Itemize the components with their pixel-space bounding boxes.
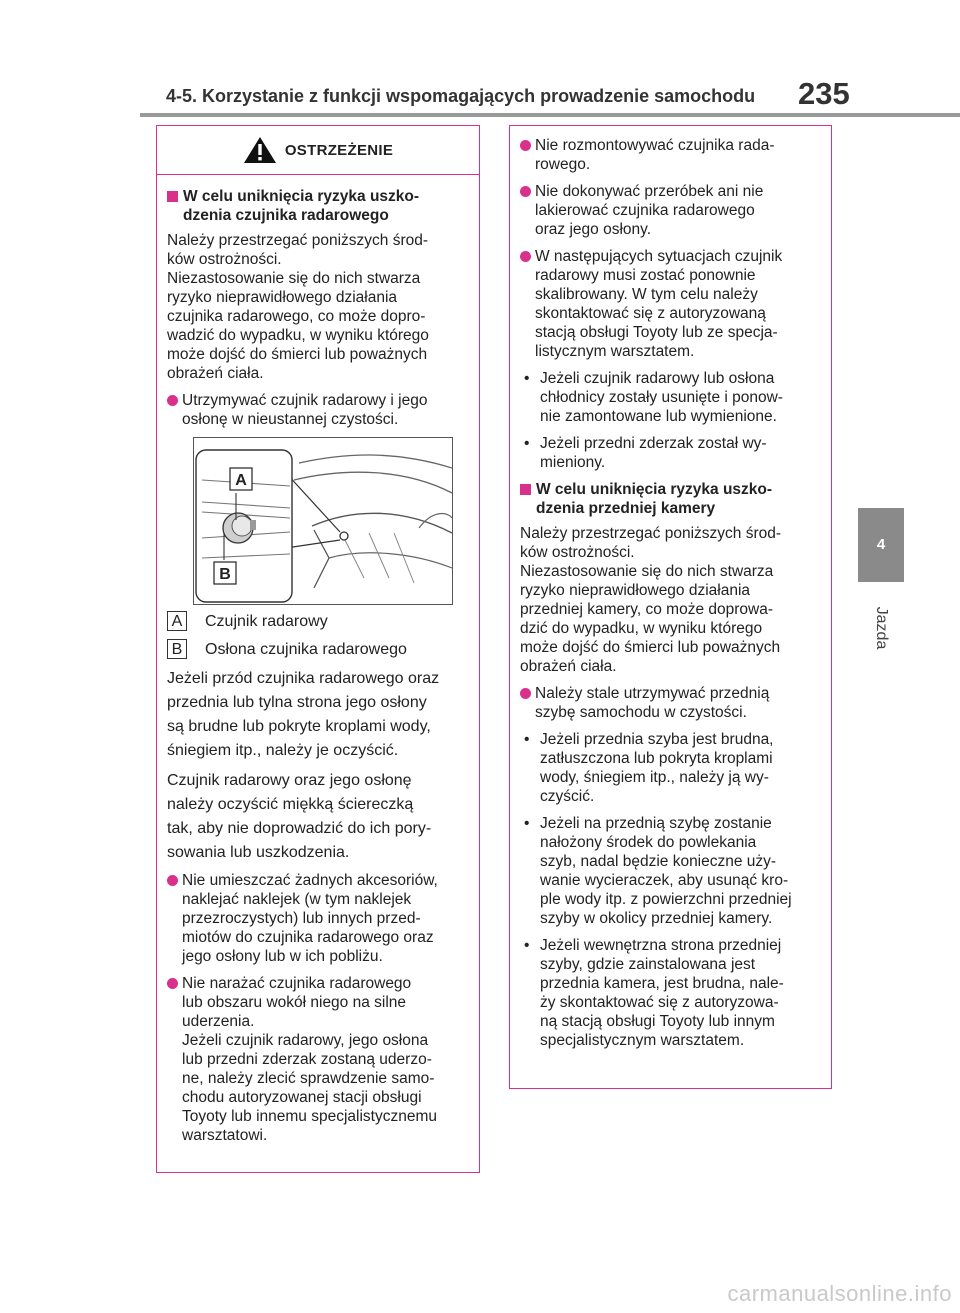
chapter-tab[interactable]: 4 xyxy=(858,508,904,582)
dash-inner-dirty-text: Jeżeli wewnętrzna strona przedniej szyby, gdzie zainstalowana jest przednia kamera, jest brudna, nale- ży skontaktować się z autoryzowa- ną stacją obsługi Toyoty lub innym specjalistycznym warsztatem. xyxy=(540,937,784,1049)
dash-bumper-replaced xyxy=(520,434,823,472)
figure-label-b: B xyxy=(219,566,231,583)
subheading-radar xyxy=(167,187,471,225)
legend-b xyxy=(167,639,471,659)
round-bullet-icon xyxy=(167,875,178,886)
dash-coating-text: Jeżeli na przednią szybę zostanie nałożony środek do powlekania szyb, nadal będzie konieczne uży- wanie wycieraczek, aby usunąć kro- ple wody itp. z powierzchni przedniej szyby w okolicy przedniej kamery. xyxy=(540,815,792,927)
bullet-no-disassembly xyxy=(520,136,823,174)
dash-coating xyxy=(520,814,823,928)
bullet-no-disassembly-text: Nie rozmontowywać czujnika rada- rowego. xyxy=(535,137,775,173)
para-clean-cloth: Czujnik radarowy oraz jego osłonę należy oczyścić miękką ściereczką tak, aby nie doprowadzić do ich pory- sowania lub uszkodzenia. xyxy=(167,772,432,861)
bullet-no-impact-text: Nie narażać czujnika radarowego lub obszaru wokół niego na silne uderzenia. Jeżeli czujnik radarowy, jego osłona lub przedni zderzak zostaną uderzo- ne, należy zlecić sprawdzenie samo- chodu autoryzowanej stacji obsługi Toyoty lub innemu specjalistycznemu warsztatowi. xyxy=(182,975,438,1144)
dash-grille-removed xyxy=(520,369,823,426)
warning-title: OSTRZEŻENIE xyxy=(284,141,394,159)
warning-header xyxy=(157,126,479,175)
round-bullet-icon xyxy=(520,251,531,262)
warning-continued-content xyxy=(510,126,831,1050)
round-bullet-icon xyxy=(520,140,531,151)
bullet-clean-windshield xyxy=(520,684,823,722)
round-bullet-icon xyxy=(520,688,531,699)
square-bullet-icon xyxy=(167,191,178,202)
dash-inner-dirty xyxy=(520,936,823,1050)
round-bullet-icon xyxy=(167,395,178,406)
bullet-calibration xyxy=(520,247,823,361)
legend-a-box: A xyxy=(167,611,187,631)
dash-marker: • xyxy=(524,370,530,387)
dash-bumper-replaced-text: Jeżeli przedni zderzak został wy- mieniony. xyxy=(540,435,767,471)
bullet-clean-radar xyxy=(167,391,471,429)
dash-marker: • xyxy=(524,435,530,452)
warning-continued-box xyxy=(509,125,832,1089)
legend-b-text: Osłona czujnika radarowego xyxy=(205,640,407,658)
chapter-label-text: Jazda xyxy=(873,606,890,650)
legend-a-text: Czujnik radarowy xyxy=(205,612,328,630)
radar-intro: Należy przestrzegać poniższych środ- ków ostrożności. Niezastosowanie się do nich stwarza ryzyko nieprawidłowego działania czujnika radarowego, co może dopro- wadzić do wypadku, w wyniku którego może dojść do śmierci lub poważnych obrażeń ciała. xyxy=(167,232,429,382)
header-rule xyxy=(140,113,960,117)
chapter-label xyxy=(866,598,896,658)
figure-label-a: A xyxy=(235,472,247,489)
bullet-clean-windshield-text: Należy stale utrzymywać przednią szybę samochodu w czystości. xyxy=(535,685,770,721)
car-front-illustration xyxy=(194,438,453,605)
legend-a xyxy=(167,611,471,631)
bullet-no-impact xyxy=(167,974,471,1145)
warning-box xyxy=(156,125,480,1173)
dash-dirty-windshield-text: Jeżeli przednia szyba jest brudna, zatłuszczona lub pokryta kroplami wody, śniegiem itp., należy ją wy- czyścić. xyxy=(540,731,774,805)
subheading-camera xyxy=(520,480,823,518)
subheading-camera-text: W celu uniknięcia ryzyka uszko- dzenia przedniej kamery xyxy=(536,481,773,517)
warning-triangle-icon xyxy=(243,136,277,164)
square-bullet-icon xyxy=(520,484,531,495)
watermark: carmanualsonline.info xyxy=(727,1281,952,1306)
page-header-title: 4-5. Korzystanie z funkcji wspomagających prowadzenie samochodu xyxy=(166,86,756,106)
dash-marker: • xyxy=(524,815,530,832)
bullet-no-accessories-text: Nie umieszczać żadnych akcesoriów, naklejać naklejek (w tym naklejek przezroczystych) lub innych przed- miotów do czujnika radarowego oraz jego osłony lub w ich pobliżu. xyxy=(182,872,438,965)
bullet-clean-radar-text: Utrzymywać czujnik radarowy i jego osłonę w nieustannej czystości. xyxy=(182,392,428,428)
dash-marker: • xyxy=(524,937,530,954)
camera-intro: Należy przestrzegać poniższych środ- ków ostrożności. Niezastosowanie się do nich stwarza ryzyko nieprawidłowego działania przedniej kamery, co może doprowa- dzić do wypadku, w wyniku którego może dojść do śmierci lub poważnych obrażeń ciała. xyxy=(520,525,782,675)
round-bullet-icon xyxy=(520,186,531,197)
warning-content xyxy=(157,175,479,1145)
legend-b-box: B xyxy=(167,639,187,659)
para-dirty-sensor: Jeżeli przód czujnika radarowego oraz przednia lub tylna strona jego osłony są brudne lub pokryte kroplami wody, śniegiem itp., należy je oczyścić. xyxy=(167,670,440,759)
page-number: 235 xyxy=(798,76,850,111)
bullet-no-modify-text: Nie dokonywać przeróbek ani nie lakierować czujnika radarowego oraz jego osłony. xyxy=(535,183,764,238)
radar-sensor-figure xyxy=(193,437,453,605)
dash-dirty-windshield xyxy=(520,730,823,806)
bullet-no-accessories xyxy=(167,871,471,966)
bullet-no-modify xyxy=(520,182,823,239)
round-bullet-icon xyxy=(167,978,178,989)
dash-grille-removed-text: Jeżeli czujnik radarowy lub osłona chłodnicy zostały usunięte i ponow- nie zamontowane lub wymienione. xyxy=(540,370,783,425)
dash-marker: • xyxy=(524,731,530,748)
bullet-calibration-text: W następujących sytuacjach czujnik radarowy musi zostać ponownie skalibrowany. W tym celu należy skontaktować się z autoryzowaną stacją obsługi Toyoty lub ze specja- listycznym warsztatem. xyxy=(535,248,783,360)
subheading-radar-text: W celu uniknięcia ryzyka uszko- dzenia czujnika radarowego xyxy=(183,188,420,224)
